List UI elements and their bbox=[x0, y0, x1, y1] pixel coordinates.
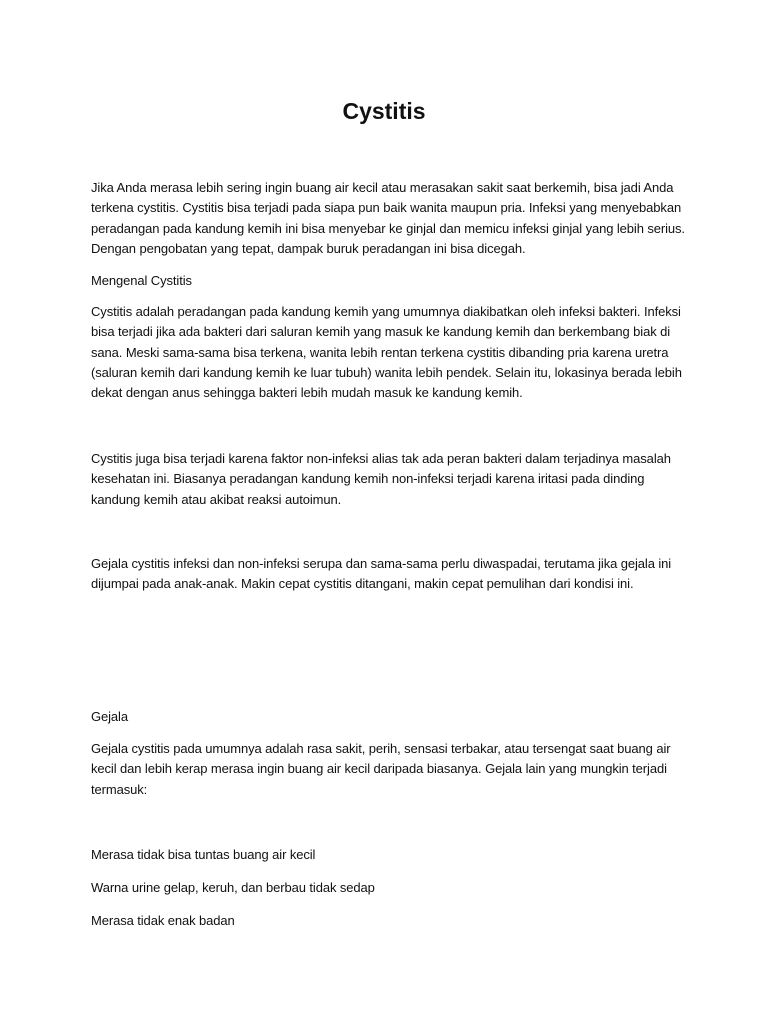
section-heading-gejala: Gejala bbox=[91, 709, 128, 724]
warning-paragraph: Gejala cystitis infeksi dan non-infeksi serupa dan sama-sama perlu diwaspadai, terutama jika gejala ini dijumpai pada anak-anak. Makin cepat cystitis ditangani, makin cepat pemulihan dari kondisi ini. bbox=[91, 556, 672, 592]
non-infection-paragraph: Cystitis juga bisa terjadi karena faktor non-infeksi alias tak ada peran bakteri dalam terjadinya masalah kesehatan ini. Biasanya peradangan kandung kemih non-infeksi terjadi karena iritasi pada dinding kandung kemih atau akibat reaksi autoimun. bbox=[91, 451, 671, 507]
symptom-item: Merasa tidak enak badan bbox=[91, 913, 235, 928]
section-heading-mengenal: Mengenal Cystitis bbox=[91, 273, 192, 288]
symptom-item: Merasa tidak bisa tuntas buang air kecil bbox=[91, 847, 316, 862]
definition-paragraph: Cystitis adalah peradangan pada kandung kemih yang umumnya diakibatkan oleh infeksi bakteri. Infeksi bisa terjadi jika ada bakteri dari saluran kemih yang masuk ke kandung kemih dan berkembang biak di sana. Meski sama-sama bisa terkena, wanita lebih rentan terkena cystitis dibanding pria karena uretra (saluran kemih dari kandung kemih ke luar tubuh) wanita lebih pendek. Selain itu, lokasinya berada lebih dekat dengan anus sehingga bakteri lebih mudah masuk ke kandung kemih. bbox=[91, 304, 682, 401]
document-title: Cystitis bbox=[342, 98, 426, 124]
symptom-item: Warna urine gelap, keruh, dan berbau tidak sedap bbox=[91, 880, 375, 895]
intro-paragraph: Jika Anda merasa lebih sering ingin buang air kecil atau merasakan sakit saat berkemih, bisa jadi Anda terkena cystitis. Cystitis bisa terjadi pada siapa pun baik wanita maupun pria. Infeksi yang menyebabkan peradangan pada kandung kemih ini bisa menyebar ke ginjal dan memicu infeksi ginjal yang lebih serius. Dengan pengobatan yang tepat, dampak buruk peradangan ini bisa dicegah. bbox=[91, 180, 685, 256]
symptoms-paragraph: Gejala cystitis pada umumnya adalah rasa sakit, perih, sensasi terbakar, atau tersengat saat buang air kecil dan lebih kerap merasa ingin buang air kecil daripada biasanya. Gejala lain yang mungkin terjadi termasuk: bbox=[91, 741, 671, 797]
